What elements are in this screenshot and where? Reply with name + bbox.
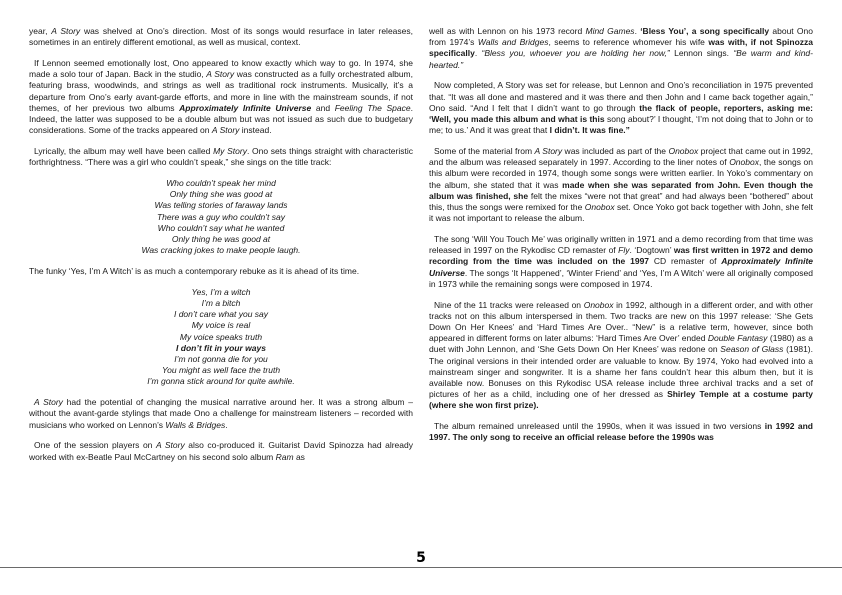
paragraph: Nine of the 11 tracks were released on Onobox in 1992, although in a different order, and with other tracks not on this album interspersed in them. Two tracks are new on this 1997 release: ‘She Gets Down On Her Knees’ and ‘Hard Times Are Over.. “New” is a relative term, however, since both appeared in different forms on later albums: ‘Hard Times Are Over’ ended Double Fantasy (1980) as a duet with John Lennon, and ‘She Gets Down On Her Knees’ was redone on Season of Glass (1981). The original versions in their intended order are valuable to know. By 1974, Yoko had evolved into a mainstream singer and songwriter. It is a shame her fans couldn’t hear this album then, but it is available now. Bonuses on this Rykodisc USA release include three archival tracks and a set of pictures of her as a child, including one of her dressed as Shirley Temple at a costume party (where she won first prize).: [429, 299, 813, 411]
paragraph: Now completed, A Story was set for release, but Lennon and Ono’s reconciliation in 1975 prevented that. “It was all done and mastered and it was there and then John and I came back together again,” Ono said. “And I felt that I didn’t want to go through the flack of people, reporters, asking me: ‘Well, you made this album and what is this song about?’ I thought, ‘I’m not doing that to John or to me; to us.’ And it was great that I didn’t. It was fine.”: [429, 80, 813, 136]
paragraph: One of the session players on A Story also co-produced it. Guitarist David Spinozza had already worked with ex-Beatle Paul McCartney on his second solo album Ram as: [29, 440, 413, 462]
lyric-line: Who couldn’t speak her mind: [166, 178, 276, 189]
footer-divider: [0, 567, 842, 568]
lyric-line: Only thing he was good at: [171, 234, 271, 245]
paragraph: If Lennon seemed emotionally lost, Ono appeared to know exactly which way to go. In 1974, she made a solo tour of Japan. Back in the studio, A Story was constructed as a fully orchestrated album, featuring brass, woodwinds, and strings as well as traditional rock instruments. Musically, it’s a departure from Ono’s early avant-garde efforts, and more in line with the mainstream sounds, if not themes, of her previous two albums Approximately Infinite Universe and Feeling The Space. Indeed, the latter was supposed to be a double album but was not issued as such due to budgetary considerations. Some of the tracks appeared on A Story instead.: [29, 58, 414, 136]
lyric-line: Yes, I’m a witch: [191, 286, 251, 297]
paragraph: A Story had the potential of changing the musical narrative around her. It was a strong album – without the avant-garde stylings that made Ono a challenge for mainstream listeners – recorded with musicians who worked on Lennon’s Walls & Bridges.: [29, 397, 413, 430]
lyric-line: I don’t fit in your ways: [176, 342, 266, 353]
paragraph: Some of the material from A Story was included as part of the Onobox project that came out in 1992, and the album was released separately in 1997. According to the liner notes of Onobox, the songs on this album were recorded in 1974, though some songs were written earlier. In Yoko’s commentary on the album, she stated that it was made when she was separated from John. Even though the album was finished, she felt the mixes “were not that great” and had always been “bothered” about this, thus the songs were remixed for the Onobox set. Once Yoko got back together with John, she felt it was not important to release the album.: [429, 146, 814, 224]
lyric-line: I’m not gonna die for you: [174, 354, 268, 365]
paragraph: The album remained unreleased until the 1990s, when it was issued in two versions in 1992 and 1997. The only song to receive an official release before the 1990s was: [429, 421, 813, 443]
paragraph: The song ‘Will You Touch Me’ was originally written in 1971 and a demo recording from that time was released in 1997 on the Rykodisc CD remaster of Fly. ‘Dogtown’ was first written in 1972 and demo recording from the time was included on the 1997 CD remaster of Approximately Infinite Universe. The songs ‘It Happened’, ‘Winter Friend’ and ‘Yes, I’m A Witch’ were all originally composed in 1973 while the remaining songs were composed in 1974.: [429, 234, 813, 289]
lyrics-block: [29, 287, 413, 388]
left-column: [29, 26, 413, 472]
right-column: [429, 26, 813, 453]
lyric-line: I’m gonna stick around for quite awhile.: [147, 376, 295, 387]
lyric-line: Was cracking jokes to make people laugh.: [141, 245, 301, 256]
lyrics-block: [29, 178, 413, 256]
lyric-line: Only thing she was good at: [169, 189, 273, 200]
page-number: 5: [416, 550, 426, 566]
lyric-line: Was telling stories of faraway lands: [154, 200, 288, 211]
lyric-line: I don’t care what you say: [173, 309, 269, 320]
lyric-line: You might as well face the truth: [161, 365, 281, 376]
paragraph: The funky ‘Yes, I’m A Witch’ is as much a contemporary rebuke as it is ahead of its time.: [29, 266, 360, 277]
lyric-line: My voice is real: [191, 320, 251, 331]
lyric-line: My voice speaks truth: [179, 331, 263, 342]
lyric-line: Who couldn’t say what he wanted: [157, 222, 285, 233]
paragraph: year, A Story was shelved at Ono’s direction. Most of its songs would resurface in later releases, sometimes in an entirely different emotional, as well as musical, context.: [29, 26, 413, 48]
lyric-line: I’m a bitch: [201, 298, 241, 309]
paragraph: Lyrically, the album may well have been called My Story. Ono sets things straight with characteristic forthrightness. “There was a girl who couldn’t speak,” she sings on the title track:: [29, 146, 413, 168]
paragraph: well as with Lennon on his 1973 record Mind Games. ‘Bless You’, a song specifically about Ono from 1974’s Walls and Bridges, seems to reference whomever his wife was with, if not Spinozza specifically. “Bless you, whoever you are holding her now,” Lennon sings. “Be warm and kind-hearted.”: [429, 26, 813, 70]
lyric-line: There was a guy who couldn’t say: [156, 211, 286, 222]
